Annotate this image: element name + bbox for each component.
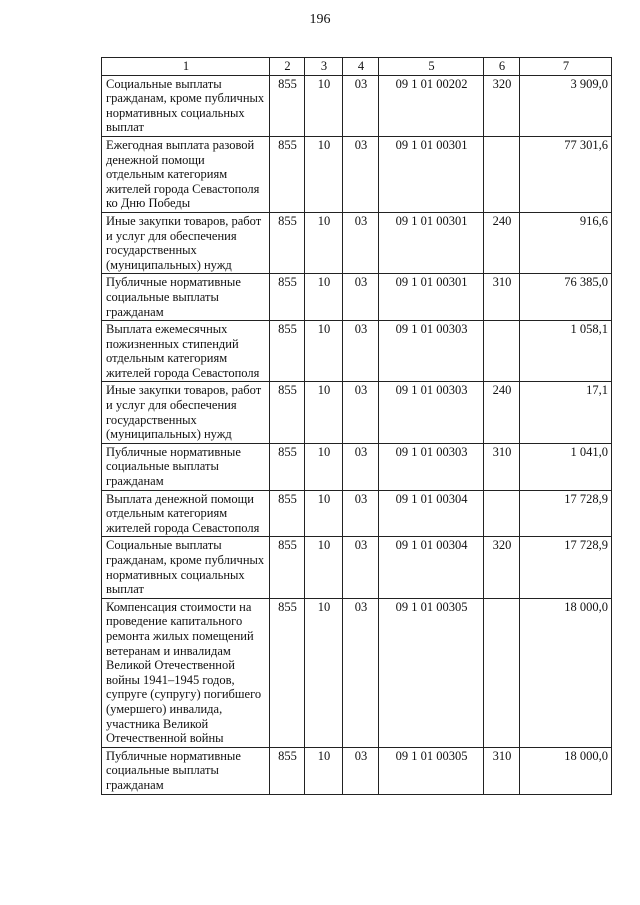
ministry-code-cell: 855 xyxy=(270,747,305,794)
header-col-1: 1 xyxy=(102,58,270,76)
section-code-cell: 10 xyxy=(305,443,343,490)
table-body xyxy=(102,75,612,794)
expense-type-cell: 310 xyxy=(484,747,520,794)
expense-type-cell xyxy=(484,321,520,382)
ministry-code-cell: 855 xyxy=(270,537,305,598)
subsection-code-cell: 03 xyxy=(343,490,379,537)
ministry-code-cell: 855 xyxy=(270,136,305,212)
table-row xyxy=(102,75,612,136)
row-name-cell: Ежегодная выплата разовой денежной помощи отдельным категориям жителей города Севастополя ко Дню Победы xyxy=(102,136,270,212)
subsection-code-cell: 03 xyxy=(343,747,379,794)
target-article-cell: 09 1 01 00301 xyxy=(379,274,484,321)
target-article-cell: 09 1 01 00301 xyxy=(379,136,484,212)
expense-type-cell: 310 xyxy=(484,443,520,490)
section-code-cell: 10 xyxy=(305,212,343,273)
subsection-code-cell: 03 xyxy=(343,75,379,136)
ministry-code-cell: 855 xyxy=(270,274,305,321)
target-article-cell: 09 1 01 00305 xyxy=(379,598,484,747)
amount-cell: 17 728,9 xyxy=(520,490,612,537)
row-name-cell: Социальные выплаты гражданам, кроме публичных нормативных социальных выплат xyxy=(102,75,270,136)
header-col-4: 4 xyxy=(343,58,379,76)
subsection-code-cell: 03 xyxy=(343,382,379,443)
table-row xyxy=(102,747,612,794)
amount-cell: 1 058,1 xyxy=(520,321,612,382)
section-code-cell: 10 xyxy=(305,598,343,747)
header-col-3: 3 xyxy=(305,58,343,76)
header-col-7: 7 xyxy=(520,58,612,76)
amount-cell: 3 909,0 xyxy=(520,75,612,136)
subsection-code-cell: 03 xyxy=(343,274,379,321)
section-code-cell: 10 xyxy=(305,75,343,136)
subsection-code-cell: 03 xyxy=(343,443,379,490)
row-name-cell: Публичные нормативные социальные выплаты гражданам xyxy=(102,443,270,490)
table-row xyxy=(102,443,612,490)
ministry-code-cell: 855 xyxy=(270,212,305,273)
section-code-cell: 10 xyxy=(305,382,343,443)
ministry-code-cell: 855 xyxy=(270,382,305,443)
section-code-cell: 10 xyxy=(305,274,343,321)
amount-cell: 1 041,0 xyxy=(520,443,612,490)
section-code-cell: 10 xyxy=(305,747,343,794)
section-code-cell: 10 xyxy=(305,490,343,537)
table-row xyxy=(102,321,612,382)
ministry-code-cell: 855 xyxy=(270,443,305,490)
section-code-cell: 10 xyxy=(305,321,343,382)
row-name-cell: Социальные выплаты гражданам, кроме публичных нормативных социальных выплат xyxy=(102,537,270,598)
section-code-cell: 10 xyxy=(305,136,343,212)
table-row xyxy=(102,136,612,212)
amount-cell: 76 385,0 xyxy=(520,274,612,321)
page-number: 196 xyxy=(309,12,331,27)
target-article-cell: 09 1 01 00301 xyxy=(379,212,484,273)
expense-type-cell xyxy=(484,490,520,537)
budget-table xyxy=(101,57,612,795)
amount-cell: 18 000,0 xyxy=(520,598,612,747)
expense-type-cell xyxy=(484,598,520,747)
target-article-cell: 09 1 01 00303 xyxy=(379,382,484,443)
row-name-cell: Иные закупки товаров, работ и услуг для обеспечения государственных (муниципальных) нужд xyxy=(102,212,270,273)
table-row xyxy=(102,274,612,321)
expense-type-cell: 310 xyxy=(484,274,520,321)
expense-type-cell xyxy=(484,136,520,212)
subsection-code-cell: 03 xyxy=(343,136,379,212)
expense-type-cell: 320 xyxy=(484,537,520,598)
table-row xyxy=(102,382,612,443)
amount-cell: 18 000,0 xyxy=(520,747,612,794)
subsection-code-cell: 03 xyxy=(343,321,379,382)
target-article-cell: 09 1 01 00303 xyxy=(379,321,484,382)
ministry-code-cell: 855 xyxy=(270,75,305,136)
row-name-cell: Компенсация стоимости на проведение капитального ремонта жилых помещений ветеранам и инвалидам Великой Отечественной войны 1941–1945 годов, супруге (супругу) погибшего (умершего) инвалида, участника Великой Отечественной войны xyxy=(102,598,270,747)
table-row xyxy=(102,490,612,537)
table-row xyxy=(102,598,612,747)
header-col-6: 6 xyxy=(484,58,520,76)
section-code-cell: 10 xyxy=(305,537,343,598)
subsection-code-cell: 03 xyxy=(343,537,379,598)
row-name-cell: Выплата ежемесячных пожизненных стипендий отдельным категориям жителей города Севастополя xyxy=(102,321,270,382)
amount-cell: 17 728,9 xyxy=(520,537,612,598)
header-col-5: 5 xyxy=(379,58,484,76)
expense-type-cell: 240 xyxy=(484,382,520,443)
ministry-code-cell: 855 xyxy=(270,490,305,537)
table-header xyxy=(102,58,612,76)
row-name-cell: Публичные нормативные социальные выплаты гражданам xyxy=(102,274,270,321)
ministry-code-cell: 855 xyxy=(270,598,305,747)
amount-cell: 77 301,6 xyxy=(520,136,612,212)
expense-type-cell: 320 xyxy=(484,75,520,136)
table-row xyxy=(102,212,612,273)
target-article-cell: 09 1 01 00202 xyxy=(379,75,484,136)
row-name-cell: Иные закупки товаров, работ и услуг для обеспечения государственных (муниципальных) нужд xyxy=(102,382,270,443)
target-article-cell: 09 1 01 00304 xyxy=(379,537,484,598)
row-name-cell: Публичные нормативные социальные выплаты гражданам xyxy=(102,747,270,794)
table-row xyxy=(102,537,612,598)
subsection-code-cell: 03 xyxy=(343,598,379,747)
header-col-2: 2 xyxy=(270,58,305,76)
row-name-cell: Выплата денежной помощи отдельным категориям жителей города Севастополя xyxy=(102,490,270,537)
amount-cell: 916,6 xyxy=(520,212,612,273)
amount-cell: 17,1 xyxy=(520,382,612,443)
subsection-code-cell: 03 xyxy=(343,212,379,273)
target-article-cell: 09 1 01 00303 xyxy=(379,443,484,490)
expense-type-cell: 240 xyxy=(484,212,520,273)
ministry-code-cell: 855 xyxy=(270,321,305,382)
header-row xyxy=(102,58,612,76)
target-article-cell: 09 1 01 00305 xyxy=(379,747,484,794)
target-article-cell: 09 1 01 00304 xyxy=(379,490,484,537)
